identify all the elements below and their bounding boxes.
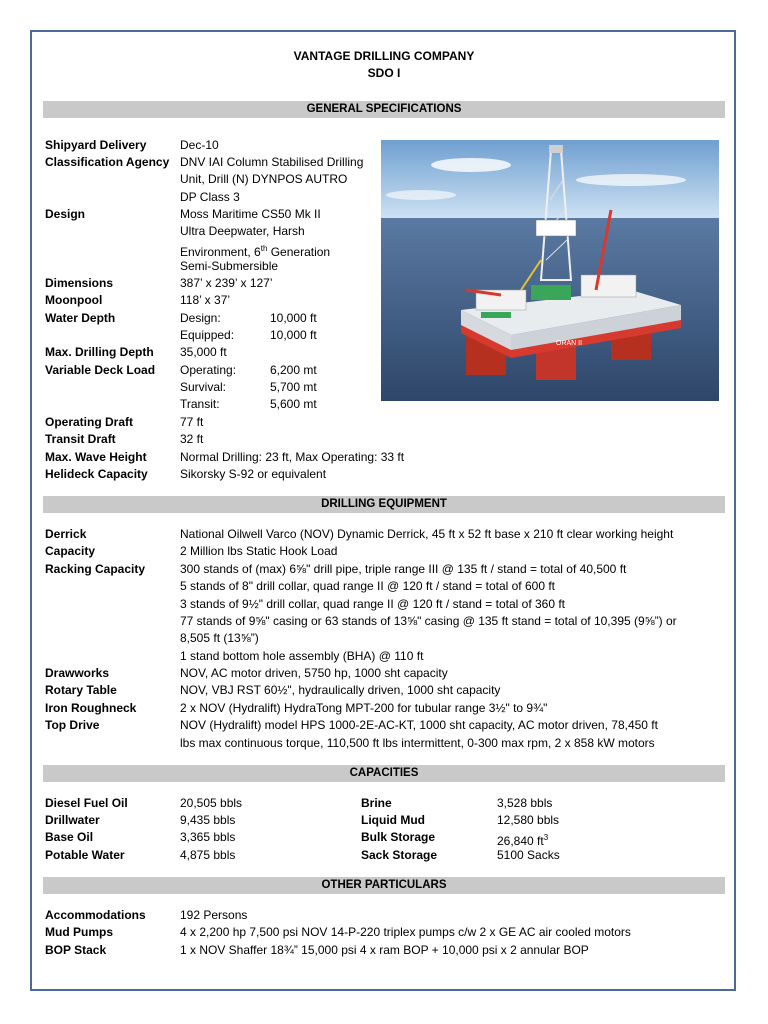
cap-right-label: Liquid Mud bbox=[361, 813, 425, 827]
wave-label: Max. Wave Height bbox=[45, 450, 147, 464]
cap-left-label: Diesel Fuel Oil bbox=[45, 796, 128, 810]
design-line-4: Semi-Submersible bbox=[180, 259, 279, 273]
hull-name: ORAN II bbox=[556, 340, 583, 347]
capacity-label: Capacity bbox=[45, 544, 96, 558]
section-other: OTHER PARTICULARS bbox=[43, 877, 725, 894]
class-line-2: Unit, Drill (N) DYNPOS AUTRO bbox=[180, 172, 348, 186]
section-drilling: DRILLING EQUIPMENT bbox=[43, 496, 725, 513]
top-drive-line-1: NOV (Hydralift) model HPS 1000-2E-AC-KT, 1000 sht capacity, AC motor driven, 78,450 ft bbox=[180, 718, 658, 732]
drawworks-value: NOV, AC motor driven, 5750 hp, 1000 sht capacity bbox=[180, 666, 448, 680]
section-capacities: CAPACITIES bbox=[43, 765, 725, 782]
moonpool-label: Moonpool bbox=[45, 293, 103, 307]
op-draft-label: Operating Draft bbox=[45, 415, 134, 429]
cap-right-value: 26,840 $ft^3$ bbox=[497, 833, 549, 848]
vdl-operating-key: Operating: bbox=[180, 363, 237, 377]
racking-line-1: 300 stands of (max) 6⅝" drill pipe, triple range III @ 135 ft / stand = total of 40,500 ft bbox=[180, 562, 627, 576]
class-line-3: DP Class 3 bbox=[180, 190, 240, 204]
cap-right-label: Sack Storage bbox=[361, 848, 438, 862]
racking-line-2: 5 stands of 8" drill collar, quad range II @ 120 ft / stand = total of 600 ft bbox=[180, 579, 555, 593]
racking-line-3: 3 stands of 9½" drill collar, quad range II @ 120 ft / stand = total of 360 ft bbox=[180, 597, 566, 611]
op-draft-value: 77 ft bbox=[180, 415, 204, 429]
water-depth-label: Water Depth bbox=[45, 311, 116, 325]
transit-draft-label: Transit Draft bbox=[45, 432, 116, 446]
cap-left-value: 9,435 bbls bbox=[180, 813, 236, 827]
cap-right-value: 3,528 bbls bbox=[497, 796, 553, 810]
max-drill-label: Max. Drilling Depth bbox=[45, 345, 154, 359]
vdl-label: Variable Deck Load bbox=[45, 363, 156, 377]
vdl-survival-key: Survival: bbox=[180, 380, 227, 394]
cap-right-value: 12,580 bbls bbox=[497, 813, 560, 827]
dimensions-label: Dimensions bbox=[45, 276, 114, 290]
dimensions-value: 387’ x 239’ x 127’ bbox=[180, 276, 273, 290]
vdl-survival-value: 5,700 mt bbox=[270, 380, 317, 394]
racking-line-4: 77 stands of 9⅝" casing or 63 stands of 13⅝" casing @ 135 ft stand = total of 10,395 (9⅝”) or bbox=[180, 614, 677, 628]
class-label: Classification Agency bbox=[45, 155, 170, 169]
max-drill-value: 35,000 ft bbox=[180, 345, 227, 359]
iron-roughneck-label: Iron Roughneck bbox=[45, 701, 137, 715]
water-design-key: Design: bbox=[180, 311, 221, 325]
transit-draft-value: 32 ft bbox=[180, 432, 204, 446]
section-general: GENERAL SPECIFICATIONS bbox=[43, 101, 725, 118]
racking-label: Racking Capacity bbox=[45, 562, 146, 576]
cap-left-label: Base Oil bbox=[45, 830, 94, 844]
drawworks-label: Drawworks bbox=[45, 666, 110, 680]
derrick-label: Derrick bbox=[45, 527, 87, 541]
water-equipped-key: Equipped: bbox=[180, 328, 235, 342]
water-design-value: 10,000 ft bbox=[270, 311, 317, 325]
design-label: Design bbox=[45, 207, 86, 221]
cap-right-value: 5100 Sacks bbox=[497, 848, 560, 862]
cap-right-label: Brine bbox=[361, 796, 392, 810]
wave-value: Normal Drilling: 23 ft, Max Operating: 33 ft bbox=[180, 450, 405, 464]
cap-left-label: Potable Water bbox=[45, 848, 125, 862]
design-line-2: Ultra Deepwater, Harsh bbox=[180, 224, 305, 238]
racking-line-5: 8,505 ft (13⅝”) bbox=[180, 631, 259, 645]
class-line-1: DNV IAI Column Stabilised Drilling bbox=[180, 155, 364, 169]
cap-left-label: Drillwater bbox=[45, 813, 100, 827]
accommodations-value: 192 Persons bbox=[180, 908, 248, 922]
cap-right-label: Bulk Storage bbox=[361, 830, 436, 844]
shipyard-value: Dec-10 bbox=[180, 138, 219, 152]
vdl-transit-key: Transit: bbox=[180, 397, 220, 411]
mud-pumps-value: 4 x 2,200 hp 7,500 psi NOV 14-P-220 triplex pumps c/w 2 x GE AC air cooled motors bbox=[180, 925, 631, 939]
cap-left-value: 4,875 bbls bbox=[180, 848, 236, 862]
company-title: VANTAGE DRILLING COMPANY bbox=[293, 49, 475, 63]
vdl-transit-value: 5,600 mt bbox=[270, 397, 317, 411]
iron-roughneck-value: 2 x NOV (Hydralift) HydraTong MPT-200 for tubular range 3½" to 9¾" bbox=[180, 701, 548, 715]
rig-image bbox=[381, 140, 719, 401]
top-drive-line-2: lbs max continuous torque, 110,500 ft lbs intermittent, 0-300 max rpm, 2 x 858 kW motors bbox=[180, 736, 655, 750]
moonpool-value: 118’ x 37’ bbox=[180, 293, 231, 307]
bop-value: 1 x NOV Shaffer 18¾” 15,000 psi 4 x ram BOP + 10,000 psi x 2 annular BOP bbox=[180, 943, 589, 957]
racking-line-6: 1 stand bottom hole assembly (BHA) @ 110 ft bbox=[180, 649, 424, 663]
helideck-label: Helideck Capacity bbox=[45, 467, 148, 481]
design-line-3: Environment, 6th Generation bbox=[180, 244, 331, 259]
rotary-value: NOV, VBJ RST 60½", hydraulically driven, 1000 sht capacity bbox=[180, 683, 501, 697]
water-equipped-value: 10,000 ft bbox=[270, 328, 317, 342]
helideck-value: Sikorsky S-92 or equivalent bbox=[180, 467, 327, 481]
top-drive-label: Top Drive bbox=[45, 718, 100, 732]
cap-left-value: 20,505 bbls bbox=[180, 796, 243, 810]
bop-label: BOP Stack bbox=[45, 943, 107, 957]
mud-pumps-label: Mud Pumps bbox=[45, 925, 113, 939]
rig-title: SDO I bbox=[367, 66, 401, 80]
accommodations-label: Accommodations bbox=[45, 908, 146, 922]
design-line-1: Moss Maritime CS50 Mk II bbox=[180, 207, 321, 221]
shipyard-label: Shipyard Delivery bbox=[45, 138, 147, 152]
vdl-operating-value: 6,200 mt bbox=[270, 363, 317, 377]
derrick-value: National Oilwell Varco (NOV) Dynamic Derrick, 45 ft x 52 ft base x 210 ft clear working height bbox=[180, 527, 674, 541]
rotary-label: Rotary Table bbox=[45, 683, 117, 697]
cap-left-value: 3,365 bbls bbox=[180, 830, 236, 844]
capacity-value: 2 Million lbs Static Hook Load bbox=[180, 544, 338, 558]
